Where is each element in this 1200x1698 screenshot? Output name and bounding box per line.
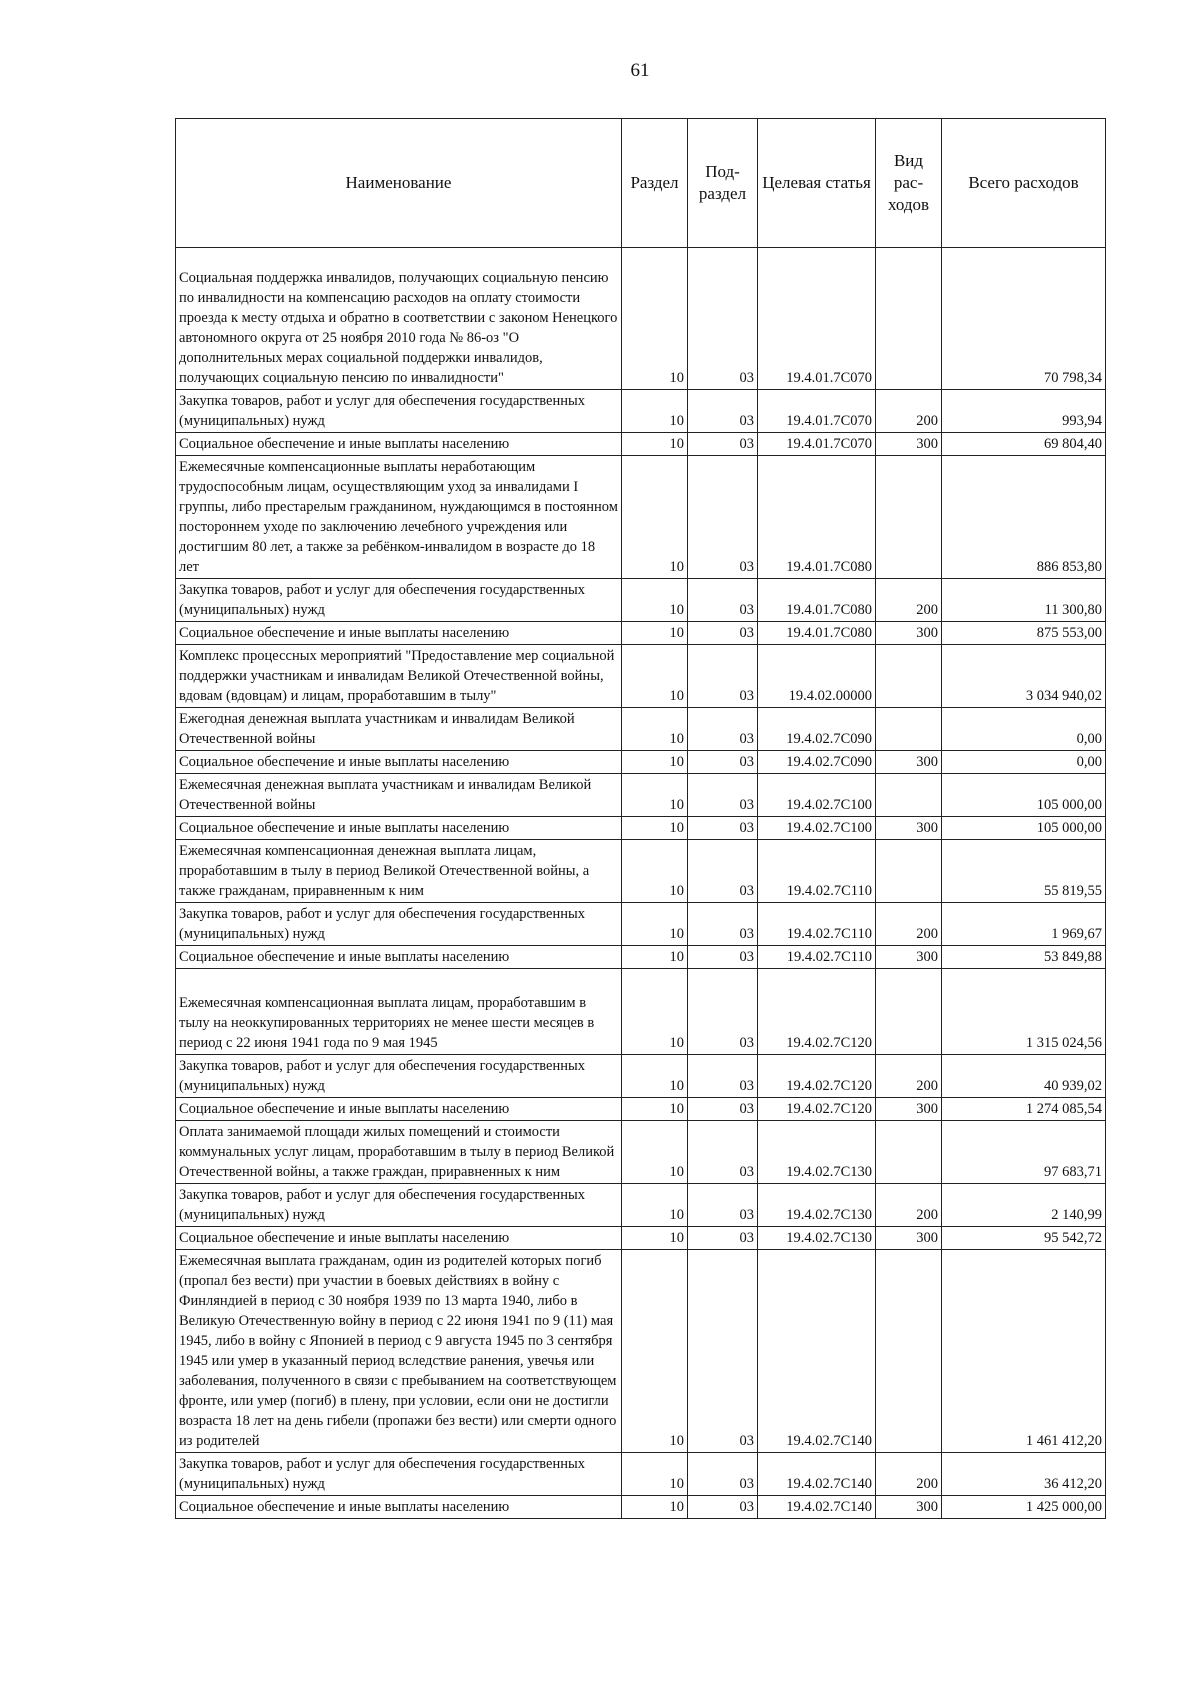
table-row xyxy=(176,645,1106,708)
header-total: Всего расходов xyxy=(942,119,1106,248)
page-number: 61 xyxy=(630,60,650,81)
table-row xyxy=(176,622,1106,645)
table-body xyxy=(176,248,1106,1519)
table-row xyxy=(176,1496,1106,1519)
table-row xyxy=(176,708,1106,751)
table-row xyxy=(176,1250,1106,1453)
cell-celevaya: 19.4.02.7С120 xyxy=(758,1055,876,1098)
cell-total: 886 853,80 xyxy=(942,456,1106,579)
table-row xyxy=(176,946,1106,969)
cell-celevaya: 19.4.02.7С110 xyxy=(758,903,876,946)
cell-podrazdel: 03 xyxy=(688,1453,758,1496)
cell-podrazdel: 03 xyxy=(688,1098,758,1121)
cell-name: Социальное обеспечение и иные выплаты населению xyxy=(176,1098,622,1121)
cell-podrazdel: 03 xyxy=(688,708,758,751)
cell-vid xyxy=(876,645,942,708)
cell-celevaya: 19.4.02.7С130 xyxy=(758,1227,876,1250)
cell-celevaya: 19.4.02.7С100 xyxy=(758,817,876,840)
cell-razdel: 10 xyxy=(622,751,688,774)
cell-podrazdel: 03 xyxy=(688,1055,758,1098)
cell-total: 95 542,72 xyxy=(942,1227,1106,1250)
cell-vid xyxy=(876,969,942,1055)
table-row xyxy=(176,774,1106,817)
table-row xyxy=(176,1098,1106,1121)
cell-total: 2 140,99 xyxy=(942,1184,1106,1227)
cell-podrazdel: 03 xyxy=(688,579,758,622)
cell-celevaya: 19.4.01.7С080 xyxy=(758,622,876,645)
cell-total: 875 553,00 xyxy=(942,622,1106,645)
cell-name: Закупка товаров, работ и услуг для обеспечения государственных (муниципальных) нужд xyxy=(176,579,622,622)
cell-name: Оплата занимаемой площади жилых помещений и стоимости коммунальных услуг лицам, проработавшим в тылу в период Великой Отечественной войны, а также граждан, приравненных к ним xyxy=(176,1121,622,1184)
cell-podrazdel: 03 xyxy=(688,1184,758,1227)
cell-name: Социальное обеспечение и иные выплаты населению xyxy=(176,433,622,456)
cell-total: 11 300,80 xyxy=(942,579,1106,622)
cell-podrazdel: 03 xyxy=(688,903,758,946)
cell-razdel: 10 xyxy=(622,645,688,708)
cell-podrazdel: 03 xyxy=(688,248,758,390)
cell-name: Социальное обеспечение и иные выплаты населению xyxy=(176,1496,622,1519)
cell-podrazdel: 03 xyxy=(688,390,758,433)
cell-celevaya: 19.4.01.7С070 xyxy=(758,433,876,456)
table-row xyxy=(176,817,1106,840)
cell-total: 1 274 085,54 xyxy=(942,1098,1106,1121)
table-row xyxy=(176,751,1106,774)
cell-vid xyxy=(876,708,942,751)
cell-razdel: 10 xyxy=(622,1055,688,1098)
cell-celevaya: 19.4.02.7С130 xyxy=(758,1184,876,1227)
cell-name: Ежемесячная денежная выплата участникам и инвалидам Великой Отечественной войны xyxy=(176,774,622,817)
cell-name: Закупка товаров, работ и услуг для обеспечения государственных (муниципальных) нужд xyxy=(176,390,622,433)
cell-total: 105 000,00 xyxy=(942,774,1106,817)
cell-vid: 300 xyxy=(876,751,942,774)
cell-celevaya: 19.4.02.7С140 xyxy=(758,1250,876,1453)
cell-podrazdel: 03 xyxy=(688,751,758,774)
cell-vid xyxy=(876,456,942,579)
cell-podrazdel: 03 xyxy=(688,840,758,903)
table-row xyxy=(176,456,1106,579)
cell-name: Социальное обеспечение и иные выплаты населению xyxy=(176,817,622,840)
cell-podrazdel: 03 xyxy=(688,1250,758,1453)
cell-podrazdel: 03 xyxy=(688,946,758,969)
table-row xyxy=(176,579,1106,622)
cell-podrazdel: 03 xyxy=(688,1227,758,1250)
cell-vid xyxy=(876,1121,942,1184)
cell-razdel: 10 xyxy=(622,1227,688,1250)
table-row xyxy=(176,969,1106,1055)
cell-razdel: 10 xyxy=(622,1184,688,1227)
cell-total: 36 412,20 xyxy=(942,1453,1106,1496)
cell-total: 1 969,67 xyxy=(942,903,1106,946)
cell-vid: 300 xyxy=(876,1098,942,1121)
cell-celevaya: 19.4.02.7С120 xyxy=(758,969,876,1055)
cell-razdel: 10 xyxy=(622,840,688,903)
table-row xyxy=(176,903,1106,946)
cell-vid: 200 xyxy=(876,903,942,946)
cell-celevaya: 19.4.02.7С140 xyxy=(758,1496,876,1519)
cell-podrazdel: 03 xyxy=(688,456,758,579)
cell-total: 993,94 xyxy=(942,390,1106,433)
cell-celevaya: 19.4.02.7С100 xyxy=(758,774,876,817)
table-row xyxy=(176,840,1106,903)
cell-name: Ежемесячная выплата гражданам, один из родителей которых погиб (пропал без вести) при участии в боевых действиях в войну с Финляндией в период с 30 ноября 1939 по 13 марта 1940, либо в Великую Отечественную войну в период с 22 июня 1941 по 9 (11) мая 1945, либо в войну с Японией в период с 9 августа 1945 по 3 сентября 1945 или умер в указанный период вследствие ранения, увечья или заболевания, полученного в связи с пребыванием на соответствующем фронте, или умер (погиб) в плену, при условии, если они не достигли возраста 18 лет на день гибели (пропажи без вести) или смерти одного из родителей xyxy=(176,1250,622,1453)
cell-celevaya: 19.4.02.00000 xyxy=(758,645,876,708)
cell-razdel: 10 xyxy=(622,1453,688,1496)
cell-razdel: 10 xyxy=(622,433,688,456)
cell-vid: 300 xyxy=(876,1227,942,1250)
cell-podrazdel: 03 xyxy=(688,817,758,840)
header-name: Наименование xyxy=(176,119,622,248)
cell-razdel: 10 xyxy=(622,1098,688,1121)
cell-total: 1 461 412,20 xyxy=(942,1250,1106,1453)
cell-vid xyxy=(876,774,942,817)
cell-celevaya: 19.4.02.7С120 xyxy=(758,1098,876,1121)
header-celevaya: Целевая статья xyxy=(758,119,876,248)
cell-vid: 300 xyxy=(876,622,942,645)
cell-vid: 200 xyxy=(876,1055,942,1098)
table-row xyxy=(176,1184,1106,1227)
cell-celevaya: 19.4.02.7С090 xyxy=(758,751,876,774)
header-podrazdel: Под-раздел xyxy=(688,119,758,248)
cell-name: Ежемесячная компенсационная денежная выплата лицам, проработавшим в тылу в период Великой Отечественной войны, а также гражданам, приравненным к ним xyxy=(176,840,622,903)
cell-podrazdel: 03 xyxy=(688,622,758,645)
cell-name: Закупка товаров, работ и услуг для обеспечения государственных (муниципальных) нужд xyxy=(176,1055,622,1098)
cell-name: Социальное обеспечение и иные выплаты населению xyxy=(176,1227,622,1250)
cell-total: 1 315 024,56 xyxy=(942,969,1106,1055)
cell-razdel: 10 xyxy=(622,1250,688,1453)
cell-podrazdel: 03 xyxy=(688,1496,758,1519)
table-row xyxy=(176,248,1106,390)
cell-podrazdel: 03 xyxy=(688,1121,758,1184)
cell-name: Социальное обеспечение и иные выплаты населению xyxy=(176,946,622,969)
cell-celevaya: 19.4.01.7С080 xyxy=(758,579,876,622)
cell-total: 0,00 xyxy=(942,751,1106,774)
cell-celevaya: 19.4.01.7С070 xyxy=(758,390,876,433)
cell-name: Комплекс процессных мероприятий "Предоставление мер социальной поддержки участникам и инвалидам Великой Отечественной войны, вдовам (вдовцам) и лицам, проработавшим в тылу" xyxy=(176,645,622,708)
cell-razdel: 10 xyxy=(622,579,688,622)
cell-razdel: 10 xyxy=(622,1496,688,1519)
table-row xyxy=(176,390,1106,433)
cell-total: 0,00 xyxy=(942,708,1106,751)
cell-razdel: 10 xyxy=(622,622,688,645)
cell-vid: 300 xyxy=(876,946,942,969)
cell-vid xyxy=(876,248,942,390)
cell-total: 105 000,00 xyxy=(942,817,1106,840)
cell-total: 55 819,55 xyxy=(942,840,1106,903)
cell-podrazdel: 03 xyxy=(688,433,758,456)
cell-celevaya: 19.4.02.7С140 xyxy=(758,1453,876,1496)
cell-razdel: 10 xyxy=(622,903,688,946)
budget-table xyxy=(175,118,1106,1519)
table-row xyxy=(176,433,1106,456)
cell-razdel: 10 xyxy=(622,708,688,751)
cell-celevaya: 19.4.02.7С110 xyxy=(758,840,876,903)
cell-name: Социальная поддержка инвалидов, получающих социальную пенсию по инвалидности на компенсацию расходов на оплату стоимости проезда к месту отдыха и обратно в соответствии с законом Ненецкого автономного округа от 25 ноября 2010 года № 86-оз "О дополнительных мерах социальной поддержки инвалидов, получающих социальную пенсию по инвалидности" xyxy=(176,248,622,390)
table-row xyxy=(176,1227,1106,1250)
cell-podrazdel: 03 xyxy=(688,645,758,708)
cell-razdel: 10 xyxy=(622,946,688,969)
cell-celevaya: 19.4.02.7С130 xyxy=(758,1121,876,1184)
cell-vid: 300 xyxy=(876,817,942,840)
cell-vid: 200 xyxy=(876,1184,942,1227)
cell-razdel: 10 xyxy=(622,774,688,817)
table-header-row xyxy=(176,119,1106,248)
cell-vid: 200 xyxy=(876,579,942,622)
cell-celevaya: 19.4.02.7С110 xyxy=(758,946,876,969)
cell-total: 97 683,71 xyxy=(942,1121,1106,1184)
cell-name: Социальное обеспечение и иные выплаты населению xyxy=(176,751,622,774)
cell-vid: 300 xyxy=(876,1496,942,1519)
cell-name: Ежемесячная компенсационная выплата лицам, проработавшим в тылу на неоккупированных территориях не менее шести месяцев в период с 22 июня 1941 года по 9 мая 1945 xyxy=(176,969,622,1055)
cell-name: Закупка товаров, работ и услуг для обеспечения государственных (муниципальных) нужд xyxy=(176,1184,622,1227)
header-razdel: Раздел xyxy=(622,119,688,248)
cell-total: 1 425 000,00 xyxy=(942,1496,1106,1519)
cell-total: 40 939,02 xyxy=(942,1055,1106,1098)
cell-total: 3 034 940,02 xyxy=(942,645,1106,708)
cell-razdel: 10 xyxy=(622,390,688,433)
cell-vid: 200 xyxy=(876,1453,942,1496)
cell-vid xyxy=(876,840,942,903)
cell-total: 70 798,34 xyxy=(942,248,1106,390)
cell-podrazdel: 03 xyxy=(688,774,758,817)
cell-name: Закупка товаров, работ и услуг для обеспечения государственных (муниципальных) нужд xyxy=(176,1453,622,1496)
cell-celevaya: 19.4.01.7С070 xyxy=(758,248,876,390)
header-vid: Вид рас-ходов xyxy=(876,119,942,248)
cell-name: Социальное обеспечение и иные выплаты населению xyxy=(176,622,622,645)
cell-vid xyxy=(876,1250,942,1453)
cell-vid: 200 xyxy=(876,390,942,433)
cell-total: 69 804,40 xyxy=(942,433,1106,456)
cell-celevaya: 19.4.02.7С090 xyxy=(758,708,876,751)
cell-razdel: 10 xyxy=(622,456,688,579)
cell-name: Ежегодная денежная выплата участникам и инвалидам Великой Отечественной войны xyxy=(176,708,622,751)
cell-razdel: 10 xyxy=(622,817,688,840)
cell-name: Ежемесячные компенсационные выплаты неработающим трудоспособным лицам, осуществляющим уход за инвалидами I группы, либо престарелым гражданином, нуждающимся в постоянном постороннем уходе по заключению лечебного учреждения или достигшим 80 лет, а также за ребёнком-инвалидом в возрасте до 18 лет xyxy=(176,456,622,579)
cell-razdel: 10 xyxy=(622,1121,688,1184)
cell-vid: 300 xyxy=(876,433,942,456)
cell-razdel: 10 xyxy=(622,969,688,1055)
cell-total: 53 849,88 xyxy=(942,946,1106,969)
cell-celevaya: 19.4.01.7С080 xyxy=(758,456,876,579)
table-row xyxy=(176,1453,1106,1496)
table-row xyxy=(176,1121,1106,1184)
table-row xyxy=(176,1055,1106,1098)
cell-razdel: 10 xyxy=(622,248,688,390)
cell-podrazdel: 03 xyxy=(688,969,758,1055)
cell-name: Закупка товаров, работ и услуг для обеспечения государственных (муниципальных) нужд xyxy=(176,903,622,946)
